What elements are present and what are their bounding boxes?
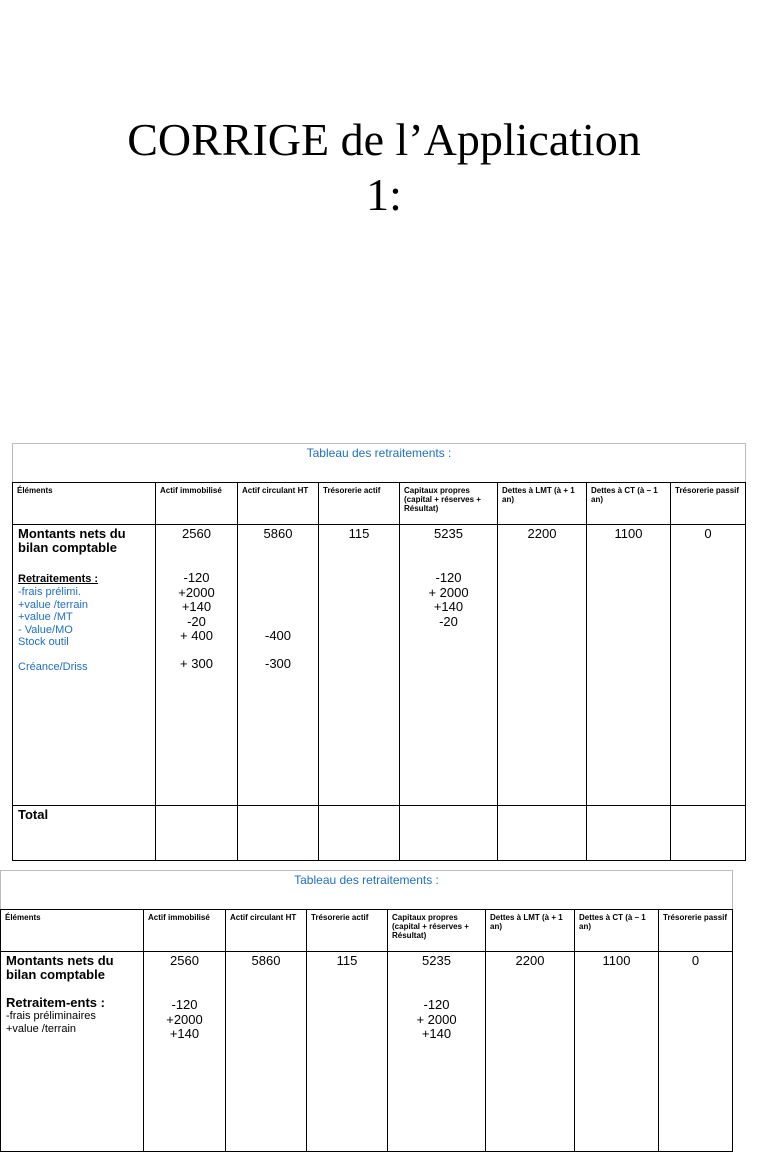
col-header-capitaux-propres: Capitaux propres (capital + réserves + Résultat) — [388, 910, 486, 952]
retraitement-item: Stock outil — [18, 636, 69, 648]
adjustment-value: +140 — [433, 599, 464, 614]
retraitements-table-1 — [12, 443, 746, 861]
slide-title-line2: 1: — [366, 169, 402, 220]
table-header-row — [13, 483, 746, 525]
montant-value: 1100 — [602, 953, 631, 968]
col-header-dettes-ct: Dettes à CT (à – 1 an) — [575, 910, 659, 952]
montant-value: 5235 — [422, 953, 451, 968]
adjustment-value: -300 — [264, 655, 292, 671]
dettes-lmt-cell — [486, 952, 575, 1152]
col-header-tresorerie-passif: Trésorerie passif — [671, 483, 746, 525]
dettes-lmt-cell — [498, 525, 587, 806]
retraitement-item: - Value/MO — [18, 623, 73, 636]
col-header-tresorerie-actif: Trésorerie actif — [307, 910, 388, 952]
col-header-actif-immobilise: Actif immobilisé — [144, 910, 226, 952]
retraitement-item: -frais prélimi. — [18, 586, 81, 598]
montant-value: 1100 — [614, 526, 643, 541]
adjustment-value: + 2000 — [416, 1011, 457, 1027]
col-header-tresorerie-actif: Trésorerie actif — [319, 483, 400, 525]
adjustment-value: + 300 — [180, 655, 213, 671]
tresorerie-actif-cell — [307, 952, 388, 1152]
table-header-row — [1, 910, 733, 952]
retraitement-item: -frais préliminaires — [6, 1010, 96, 1022]
retraitement-item: +value /terrain — [18, 598, 89, 611]
capitaux-propres-cell — [400, 525, 498, 806]
montant-value: 5860 — [251, 953, 281, 968]
montant-value: 2200 — [527, 526, 557, 541]
retraitements-table-2 — [0, 870, 733, 1152]
dettes-ct-cell — [575, 952, 659, 1152]
actif-circulant-cell — [226, 952, 307, 1152]
slide-title-line1: CORRIGE de l’Application — [127, 114, 641, 165]
total-cell — [498, 806, 587, 861]
total-cell — [587, 806, 671, 861]
total-cell — [671, 806, 746, 861]
col-header-elements: Éléments — [1, 910, 144, 952]
capitaux-propres-cell — [388, 952, 486, 1152]
tresorerie-passif-cell — [659, 952, 733, 1152]
col-header-dettes-ct: Dettes à CT (à – 1 an) — [587, 483, 671, 525]
adjustment-value: -120 — [435, 570, 462, 585]
slide-title — [0, 112, 768, 222]
adjustment-value: -120 — [183, 570, 210, 585]
adjustment-value: -400 — [264, 628, 292, 643]
col-header-tresorerie-passif: Trésorerie passif — [659, 910, 733, 952]
retraitements-title: Retraitements : — [18, 573, 99, 585]
montant-value: 115 — [348, 526, 370, 541]
dettes-ct-cell — [587, 525, 671, 806]
col-header-dettes-lmt: Dettes à LMT (à + 1 an) — [498, 483, 587, 525]
creance-label: Créance/Driss — [18, 660, 88, 673]
total-cell — [238, 806, 319, 861]
actif-circulant-cell — [238, 525, 319, 806]
retraitements-title: Retraitem-ents : — [6, 995, 105, 1010]
total-cell — [156, 806, 238, 861]
adjustment-value: -20 — [187, 613, 206, 629]
col-header-capitaux-propres: Capitaux propres (capital + réserves + Résultat) — [400, 483, 498, 525]
adjustment-value: +140 — [421, 1026, 452, 1041]
total-cell — [319, 806, 400, 861]
montant-value: 2200 — [515, 953, 545, 968]
table-row-body — [13, 525, 746, 806]
table-caption: Tableau des retraitements : — [1, 871, 733, 910]
tresorerie-actif-cell — [319, 525, 400, 806]
table-caption: Tableau des retraitements : — [13, 444, 746, 483]
montant-value: 0 — [704, 526, 712, 541]
retraitement-item: +value /MT — [18, 611, 73, 623]
actif-immobilise-cell — [156, 525, 238, 806]
adjustment-value: -120 — [171, 997, 198, 1012]
total-cell — [400, 806, 498, 861]
col-header-actif-circulant: Actif circulant HT — [238, 483, 319, 525]
col-header-actif-immobilise: Actif immobilisé — [156, 483, 238, 525]
actif-immobilise-cell — [144, 952, 226, 1152]
montant-value: 5860 — [263, 526, 293, 541]
elements-cell — [13, 525, 156, 806]
montant-value: 0 — [691, 953, 700, 968]
adjustment-value: +2000 — [178, 584, 215, 600]
adjustment-value: + 400 — [180, 628, 213, 643]
col-header-elements: Éléments — [13, 483, 156, 525]
adjustment-value: + 2000 — [428, 584, 469, 600]
col-header-dettes-lmt: Dettes à LMT (à + 1 an) — [486, 910, 575, 952]
montant-value: 5235 — [434, 526, 463, 541]
total-label: Total — [13, 806, 156, 861]
table-row-total — [13, 806, 746, 861]
montant-value: 115 — [336, 953, 358, 968]
montants-label: Montants nets du bilan comptable — [18, 526, 126, 555]
retraitement-item: +value /terrain — [6, 1022, 77, 1035]
adjustment-value: +2000 — [166, 1011, 203, 1027]
adjustment-value: -120 — [423, 997, 450, 1012]
adjustment-value: +140 — [181, 599, 212, 614]
elements-cell — [1, 952, 144, 1152]
montant-value: 2560 — [182, 526, 211, 541]
montants-label: Montants nets du bilan comptable — [6, 953, 114, 982]
tresorerie-passif-cell — [671, 525, 746, 806]
col-header-actif-circulant: Actif circulant HT — [226, 910, 307, 952]
table-row-body — [1, 952, 733, 1152]
montant-value: 2560 — [170, 953, 199, 968]
adjustment-value: -20 — [439, 613, 458, 629]
adjustment-value: +140 — [169, 1026, 200, 1041]
